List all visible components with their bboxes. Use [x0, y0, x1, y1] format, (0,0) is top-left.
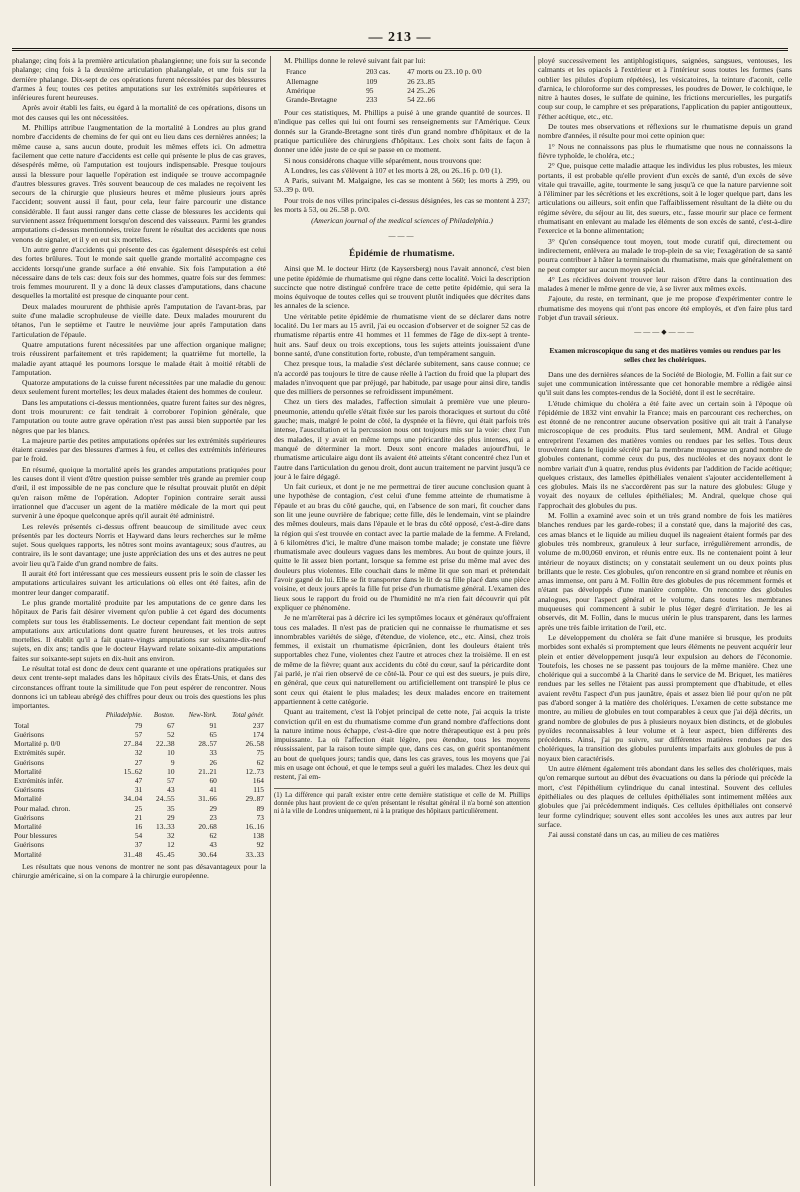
header-rule — [12, 48, 788, 51]
table-cell: 10 — [167, 766, 175, 776]
table-cell: 32 — [167, 831, 175, 841]
table-header: New-York. — [188, 712, 217, 720]
paragraph: Un autre genre d'accidents qui présente des cas également désespérés est celui des fortes brûlures. Tout le monde sait quelle grande mortalité accompagne ces accidents lorsqu'une grande surface a été envahie. Six fois l'amputation a été nécessaire dans de tels cas: deux fois sur des hommes, quatre fois sur des femmes: trois femmes moururent. Il y a donc là deux classes d'amputations, dans chacune desquelles la mortalité est presque de cinquante pour cent. — [12, 244, 266, 301]
paragraph: J'ajoute, du reste, en terminant, que je me propose d'expérimenter contre le rhumatisme des moyens qui n'ont pas encore été employés, et d'en faire plus tard l'objet d'un travail sérieux. — [538, 294, 792, 323]
country-deaths: 47 morts ou 23..10 p. 0/0 — [407, 67, 482, 77]
row-label: Pour malad. chron. — [14, 803, 71, 813]
country-cases: 203 cas. — [366, 67, 391, 77]
col1-body — [12, 56, 266, 710]
paragraph: 3° Qu'en conséquence tout moyen, tout mode curatif qui, directement ou indirectement, enlèvera au malade le trop-plein de sa vie; l'exagération de sa santé pourra contribuer à hâter la terminaison du rhumatisme, mais que généralement on ne peut compter sur aucun moyen spécial. — [538, 236, 792, 274]
statistics-table — [12, 711, 266, 858]
country-name: France — [286, 67, 307, 77]
table-cell: 12..73 — [245, 766, 264, 776]
table-cell: 12 — [167, 840, 175, 850]
table-cell: 138 — [252, 831, 264, 841]
table-cell: 237 — [252, 720, 264, 730]
paragraph: Chez presque tous, la maladie s'est déclarée subitement, sans cause connue; ce n'a accordé pas toujours le titre de cause réelle à l'action du froid que la plupart des malades n'invoquent que par préjugé, par habitude, par usage pour ainsi dire, tandis que des milliers de personnes se refroidissent impunément. — [274, 359, 530, 397]
table-cell: 9 — [170, 757, 175, 767]
paragraph: Une véritable petite épidémie de rhumatisme vient de se déclarer dans notre localité. Du 1er mars au 15 avril, j'ai eu occasion d'observer et de soigner 52 cas de rhumatisme répartis entre 41 hommes et 11 femmes de l'âge de dix-sept à trente-huit ans. Sauf deux ou trois exceptions, tous les sujets atteints jouissaient d'une bonne santé, d'une constitution forte, robuste, d'un tempérament sanguin. — [274, 311, 530, 358]
table-cell: 27 — [134, 757, 143, 767]
row-label: Mortalité — [14, 766, 42, 776]
table-row — [12, 840, 266, 849]
paragraph: Si nous considérons chaque ville séparément, nous trouvons que: — [284, 155, 482, 165]
row-label: Guérisons — [14, 785, 44, 795]
table-cell: 91 — [209, 720, 217, 730]
section-heading: Épidémie de rhumatisme. — [349, 247, 455, 258]
table-cell: 16 — [134, 821, 143, 831]
table-row — [12, 804, 266, 813]
table-cell: 26 — [209, 757, 217, 767]
table-cell: 33..33 — [245, 849, 264, 859]
country-name: Allemagne — [286, 76, 319, 86]
paragraph: M. Follin a examiné avec soin et un très grand nombre de fois les matières blanches rendues par les garde-robes; il a constaté que, dans la majorité des cas, ces amas blancs et le liquide au milieu duquel ils nageaient étaient formés par des globules très nombreux, granuleux à leur surface, irrégulièrement arrondis, de volume de m.00,060 environ, et réunis entre eux. Ils ne contenaient point à leur intérieur de noyaux distincts; on y constatait seulement un ou deux points plus brillants que le reste. Ces globules, qu'on rencontre en si grand nombre et réunis en amas immense, ont paru à M. Follin être des globules de pus récemment formés et n'étant pas développés d'une manière complète. On rencontre des globules analogues, pour l'aspect général et le volume, dans toutes les membranes muqueuses qui commencent à subir le plus léger degré d'irritation. Je les ai observés, dit M. Follin, dans le mucus utérin le plus transparent, dans les larmes après une très faible irritation de l'œil, etc. — [538, 511, 792, 632]
section-separator: ——— — [388, 231, 416, 240]
row-label: Extrémités infér. — [14, 775, 64, 785]
paragraph: phalange; cinq fois à la première articulation phalangienne; une fois sur la seconde phalange; cinq fois à la deuxième articulation phalangéale, et une fois sur la dernière phalange. Dix-sept de ces opérations furent nécessitées par des blessures d'armes à feu; toutes ces petites amputations sur les extrémités supérieures et inférieures furent heureuses. — [12, 56, 266, 103]
paragraph: M. Phillips attribue l'augmentation de la mortalité à Londres au plus grand nombre d'accidents de chemins de fer qui ont eu lieu dans ces dernières années; la même cause a, sans aucun doute, produit les mêmes effets ici. On admettra facilement que cette nature d'accidents est celle qui présente le plus de cas graves, désespérés même, où l'amputation est toujours indispensable. Presque toujours aussi la blessure pour laquelle l'opération est indiquée se trouve accompagnée d'autres blessures graves. Très souvent beaucoup de ces malades ne reçoivent les secours de la chirurgie que plusieurs heures et même plusieurs jours après l'accident; souvent aussi il faut, pour cela, leur faire parcourir une distance considérable. Il faut aussi ranger dans cette classe de blessures les accidents qui surviennent assez fréquemment lorsqu'on descend des vaisseaux. Parmi les grandes amputations ci-dessus mentionnées, treize furent le résultat des accidents que nous venons de signaler, et il y en eut six mortelles. — [12, 123, 266, 244]
paragraph: Il aurait été fort intéressant que ces messieurs eussent pris le soin de classer les amputations articulaires suivant les articulations où elles ont été faites, afin de montrer leur danger comparatif. — [12, 569, 266, 597]
table-row — [12, 767, 266, 776]
column-divider — [534, 56, 535, 1186]
source-citation: (American journal of the medical sciences of Philadelphia.) — [311, 216, 493, 226]
table-cell: 35 — [167, 803, 175, 813]
paragraph: 4° Les récidives doivent trouver leur raison d'être dans la continuation des malades à mener le même genre de vie, à se livrer aux mêmes excès. — [538, 274, 792, 294]
table-cell: 37 — [134, 840, 143, 850]
table-cell: 13..33 — [156, 821, 175, 831]
paragraph: Chez un tiers des malades, l'affection simulait à première vue une pleuro-pneumonie, attendu qu'elle s'était fixée sur les parois thoraciques et surtout du côté gauche; mais, malgré le point de côté, la dyspnée et la fièvre, qui était parfois très intense, l'auscultation et la percussion nous ont toujours mis sur la voie: chez l'un des malades, il y avait en même temps une péricardite des plus intenses, qui a manqué de déterminer la mort. Deux sont encore malades aujourd'hui, le rhumatisme articulaire aigu dont ils avaient été atteints s'étant concentré chez l'un et l'autre dans l'articulation du genou droit, dont aucun traitement ne parvint jusqu'à ce jour à le faire dégagé. — [274, 397, 530, 481]
table-cell: 34..04 — [123, 794, 143, 804]
table-row — [12, 822, 266, 831]
table-row — [12, 739, 266, 748]
table-row — [12, 748, 266, 757]
country-row — [284, 95, 520, 104]
paragraph: Quant au traitement, c'est là l'objet principal de cette note, j'ai acquis la triste conviction qu'il en est du rhumatisme comme d'un grand nombre d'affections dont la nature intime nous échappe, c'est-à-dire que notre thérapeutique est à peu près impuissante. La où l'affection était légère, peu étendue, tous les moyens réussissaient, par la raison toute simple que, dans ces cas, on guérit spontanément au bout de quelques jours; tandis que, dans les cas graves, tous les moyens que j'ai mis en usage ont échoué, et que le temps seul a guéri les malades. Chez les deux qui restent, j'ai em- — [274, 707, 530, 782]
table-header: Total génér. — [232, 712, 264, 720]
table-cell: 21 — [134, 812, 143, 822]
table-cell: 22..38 — [156, 739, 175, 749]
table-cell: 45..45 — [156, 849, 175, 859]
row-label: Mortalité — [14, 849, 42, 859]
table-row — [12, 831, 266, 840]
table-row — [12, 721, 266, 730]
table-cell: 47 — [134, 775, 143, 785]
table-cell: 29 — [167, 812, 175, 822]
table-header-blank — [12, 711, 91, 720]
country-name: Amérique — [286, 85, 316, 95]
table-cell: 26..58 — [245, 739, 264, 749]
paragraph: Le plus grande mortalité produite par les amputations de ce genre dans les hôpitaux de Paris fait désirer vivement qu'on publie à cet égard des documents complets sur tous les établissements. Le docteur cependant fait mention de sept amputations aux articulations dont quatre furent heureuses, et les trois autres mortelles. Il établit qu'il a fait quatre-vingts amputations sur soixante-dix-neuf sujets, en dix ans; tandis que le docteur Hayward relate soixante-dix amputations faites sur soixante-sept sujets en dix-huit ans environ. — [12, 597, 266, 663]
row-label: Total — [14, 720, 30, 730]
paragraph: Les relevés présentés ci-dessus offrent beaucoup de similitude avec ceux présentés par les docteurs Norris et Hayward dans leurs recherches sur le même sujet. Sous quelques rapports, les nôtres sont moins avantageux; sous d'autres, au contraire, ils le sont davantage; une juste appréciation des uns et des autres ne peut avoir lieu qu'à l'aide d'un grand nombre de faits. — [12, 521, 266, 568]
table-cell: 20..68 — [198, 821, 217, 831]
table-cell: 32 — [134, 748, 143, 758]
table-row — [12, 730, 266, 739]
table-row — [12, 785, 266, 794]
country-row — [284, 67, 520, 76]
paragraph: A Paris, suivant M. Malgaigne, les cas se montent à 560; les morts à 299, ou 53..39 p. 0/0. — [274, 176, 530, 195]
table-cell: 62 — [256, 757, 264, 767]
row-label: Pour blessures — [14, 831, 57, 841]
paragraph: Pour ces statistiques, M. Phillips a puisé à une grande quantité de sources. Il n'indique pas celles qui lui ont fourni ses renseignements sur l'Amérique. Ceux donnés sur la Grande-Bretagne sont tirés d'un grand nombre d'hôpitaux et de la pratique particulière des chirurgiens d'hôpitaux. Les choix sont faits de façon à donner une idée juste de ce qui se passe en ce moment. — [274, 108, 530, 155]
paragraph: 2° Que, puisque cette maladie attaque les individus les plus robustes, les mieux portants, il est probable qu'elle provient d'un excès de santé, d'un excès de sève vitale qui travaille, agite, tourmente le sang jusqu'à ce que la nature parvienne soit à l'éliminer par les sécrétions et les excrétions, soit à le loger quelque part, dans les articulations ou ailleurs, soit enfin que l'affaiblissement résultant de la diète ou du régime sévère, du séjour au lit, des sueurs, etc., fasse mourir sur place ce ferment rhumatisant en enlevant au malade les éléments de son excès de santé, c'est-à-dire l'exercice et la bonne alimentation; — [538, 161, 792, 236]
table-cell: 79 — [134, 720, 143, 730]
row-label: Extrémités supér. — [14, 748, 66, 758]
table-cell: 43 — [167, 785, 175, 795]
paragraph: L'étude chimique du choléra a été faite avec un certain soin à l'époque où l'épidémie de 1832 vint envahir la France; mais en parcourant ces recherches, on est étonné de ne rencontrer aucune observation positive qui ait trait à l'analyse microscopique de ces produits. Plus tard seulement, MM. Andral et Gluge entreprirent l'examen des matières vomies ou rendues par les selles. Tous deux trouvèrent dans le liquide sécrété par la membrane muqueuse un grand nombre de globules contenant, comme ceux du pus, des nucléoles et des noyaux dont le nombre variait d'un à quatre, rendus plus évidents par l'addition de l'acide acétique; quelques cristaux, des lamelles épithéliales venaient s'ajouter accidentellement à ces globules. Mais ils ne s'accordèrent pas sur la nature des globules: Gluge y voyait des noyaux de cellules épithéliales; M. Andral, quelque chose qui l'approchait des globules du pus. — [538, 398, 792, 510]
table-cell: 54 — [134, 831, 143, 841]
table-cell: 29..87 — [245, 794, 264, 804]
country-cases: 233 — [366, 94, 378, 104]
paragraph: M. Phillips donne le relevé suivant fait par lui: — [284, 56, 426, 65]
table-cell: 41 — [209, 785, 217, 795]
paragraph: Je ne m'arrêterai pas à décrire ici les symptômes locaux et généraux qu'offraient tous ces malades. Il n'est pas de praticien qui ne connaisse le rhumatisme et ses innombrables variétés de siège, d'étendue, de violence, etc., etc. Ainsi, chez trois femmes, il existait un rhumatisme épicrânien, dont les douleurs étaient très supportables chez l'une, violentes chez l'autre et atroces chez la troisième. Il en est de même de la fièvre; quant aux accidents du côté du cœur, sauf la péricardite dont j'ai parlé, je n'ai rien observé de ce côté-là. Pour ce qui est des sueurs, je puis dire, en général, que ceux qui naturellement ou artificiellement ont transpiré le plus ce sont ceux qui étaient le plus malades; les deux malades encore en traitement appartiennent à cette catégorie. — [274, 613, 530, 706]
table-cell: 65 — [209, 729, 217, 739]
country-name: Grande-Bretagne — [286, 94, 337, 104]
paragraph: De toutes mes observations et réflexions sur le rhumatisme depuis un grand nombre d'années, il résulte pour moi cette opinion que: — [538, 122, 792, 141]
table-cell: 52 — [167, 729, 175, 739]
country-cases: 95 — [366, 85, 374, 95]
country-row — [284, 86, 520, 95]
table-cell: 89 — [256, 803, 264, 813]
row-label: Guérisons — [14, 840, 44, 850]
paragraph: Un autre élément également très abondant dans les selles des cholériques, mais qu'on remarque surtout au début des évacuations ou dans la période qui précède la mort, c'est l'épithélium cylindrique du canal intestinal. Souvent des cellules épithéliales ou des plaques de cellules épithéliales sont intimement mêlées aux globules que j'ai précédemment indiqués. Ces cellules épithéliales ont conservé leur forme cylindrique; souvent elles sont accolées les unes aux autres par leur surface. — [538, 764, 792, 829]
table-row — [12, 776, 266, 785]
table-cell: 16..16 — [245, 821, 264, 831]
table-cell: 43 — [209, 840, 217, 850]
paragraph: 1° Nous ne connaissons pas plus le rhumatisme que nous ne connaissons la fièvre typhoïde, le choléra, etc.; — [538, 141, 792, 160]
footnote: (1) La différence qui paraît exister entre cette dernière statistique et celle de M. Phillips donnée plus haut provient de ce qu'en présentant le résultat général il n'a borné son attention ni à la ville de Londres uniquement, ni à la pratique des hôpitaux particulièrement. — [274, 788, 530, 817]
table-cell: 31 — [134, 785, 143, 795]
paragraph: Dans une des dernières séances de la Société de Biologie, M. Follin a fait sur ce sujet une communication intéressante que cet honorable membre a rédigée ainsi qu'il suit dans les comptes-rendus de la Société, dont il est le secrétaire. — [538, 369, 792, 398]
country-deaths: 54 22..66 — [407, 94, 435, 104]
table-cell: 73 — [256, 812, 264, 822]
table-cell: 75 — [256, 748, 264, 758]
country-table — [284, 67, 520, 104]
table-cell: 24..55 — [156, 794, 175, 804]
table-cell: 174 — [252, 729, 264, 739]
section-separator: ———◆——— — [634, 328, 696, 337]
column-right — [538, 56, 792, 1186]
paragraph: Pour trois de nos villes principales ci-dessus désignées, les cas se montent à 237; les morts à 53, ou 26..58 p. 0/0. — [274, 195, 530, 215]
table-row — [12, 813, 266, 822]
table-cell: 30..64 — [198, 849, 217, 859]
column-middle — [274, 56, 530, 1186]
paragraph: ployé successivement les antiphlogistiques, saignées, sangsues, ventouses, les calmants et les opiacés à l'extérieur et à l'intérieur sous toutes les formes (sans oublier les pilules d'opium répétées), les vésicatoires, la teinture d'aconit, celle d'arnica, le chloroforme sur des compresses, les poudres de Dower, le colchique, le nitre à hautes doses, le sulfate de quinine, les frictions mercurielles, les purgatifs coup sur coup, le camphre et ses préparations, l'application du papier antigoutteux, l'éther acétique, etc., etc. — [538, 56, 792, 121]
table-cell: 28..57 — [198, 739, 217, 749]
table-header-row — [12, 711, 266, 720]
country-row — [284, 77, 520, 86]
table-cell: 57 — [134, 729, 143, 739]
row-label: Mortalité — [14, 794, 42, 804]
table-cell: 115 — [253, 785, 264, 795]
row-label: Mortalité — [14, 821, 42, 831]
table-cell: 27..84 — [123, 739, 143, 749]
country-table-body — [284, 67, 520, 104]
page-number: — 213 — — [368, 30, 432, 45]
table-cell: 25 — [134, 803, 143, 813]
table-cell: 15..62 — [123, 766, 143, 776]
column-left — [12, 56, 266, 1186]
column-divider — [270, 56, 271, 1186]
paragraph: Dans les amputations ci-dessus mentionnées, quatre furent faites sur des nègres, dont trois moururent: ce fait tendrait à corroborer l'opinion générale, que l'amputation ou toute autre grave opération n'est pas aussi bien supportée par les nègres que par les blancs. — [12, 397, 266, 435]
row-label: Guérisons — [14, 729, 44, 739]
table-cell: 62 — [209, 831, 217, 841]
closing-paragraph: Les résultats que nous venons de montrer ne sont pas désavantageux pour la chirurgie américaine, si on la compare à la chirurgie européenne. — [12, 861, 266, 881]
table-cell: 60 — [209, 775, 217, 785]
paragraph: A Londres, les cas s'élèvent à 107 et les morts à 28, ou 26..16 p. 0/0 (1). — [284, 165, 503, 175]
table-cell: 31..48 — [123, 849, 143, 859]
paragraph: La majeure partie des petites amputations opérées sur les extrémités supérieures étaient causées par des blessures d'armes à feu, et celles des extrémités inférieures par le froid. — [12, 435, 266, 464]
paragraph: Le développement du choléra se fait d'une manière si brusque, les produits morbides sont exhalés si promptement que leurs éléments ne peuvent acquérir leur plein et entier développement jusqu'à leur expulsion au dehors de l'économie. Toutefois, les choses ne se passent pas toujours de la même manière. Chez une cholérique qui a succombé à la Charité dans le service de M. Briquet, les matières rendues par les selles ne l'étaient pas aussi promptement que d'habitude, et elles avaient revêtu l'aspect d'un pus jaunâtre, épais et assez bien lié pour qu'on ne pût pas d'abord songer à la matière des cholériques. L'examen de cette substance me montre, au milieu de globules en tout comparables à ceux que j'ai déjà décrits, un grand nombre de globules de pus à plusieurs noyaux bien distincts, et de globules pyoïdes reconnaissables à leur volume et à leur aspect, bien différents des précédents. Ainsi, j'ai pu suivre, sur différentes matières rendues par des cholériques, la transition des globules purulents imparfaits aux globules de pus à noyaux bien caractérisés. — [538, 632, 792, 763]
row-label: Guérisons — [14, 757, 44, 767]
table-cell: 21..21 — [198, 766, 217, 776]
country-cases: 109 — [366, 76, 378, 86]
table-cell: 33 — [209, 748, 217, 758]
paragraph: Quatorze amputations de la cuisse furent nécessitées par une maladie du genou: deux seulement furent mortelles; les deux malades étaient des hommes de couleur. — [12, 378, 266, 397]
paragraph: Ainsi que M. le docteur Hirtz (de Kaysersberg) nous l'avait annoncé, c'est bien une petite épidémie de rhumatisme qui règne dans cette localité. Voici la description succincte que notre distingué confrère trace de cette petite épidémie, qui sera la moins équivoque de toutes celles qui se trouvent plutôt indiquées que décrites dans les annales de la science. — [274, 264, 530, 311]
paragraph: Quatre amputations furent nécessitées par une affection organique maligne; trois réussirent parfaitement et très rapidement; la quatrième fut mortelle, la maladie ayant attaqué les poumons lorsque le malade était à moitié rétabli de l'amputation. — [12, 339, 266, 377]
table-cell: 92 — [256, 840, 264, 850]
table-cell: 23 — [209, 812, 217, 822]
table-cell: 164 — [252, 775, 264, 785]
row-label: Mortalité p. 0/0 — [14, 739, 61, 749]
table-body — [12, 721, 266, 859]
paragraph: Un fait curieux, et dont je ne me permettrai de tirer aucune conclusion quant à une hypothèse de contagion, c'est celui d'une femme atteinte de rhumatisme à l'épaule et au bras du côté gauche, qui, en l'absence de son mari, fit coucher dans son lit une jeune ouvrière de fabrique; cette fille, dès le lendemain, vint se plaindre des mêmes douleurs, mais dans l'épaule et le bras du côté opposé, c'est-à-dire dans la région qui s'est trouvée en contact avec la partie malade de la femme. A Freland, à 6 kilomètres d'ici, le maître d'une maison tombe malade; je constate une fièvre rhumatismale avec douleurs vagues dans les membres. Au bout de quinze jours, il quitte le lit assez bien portant, lorsque sa femme est prise du même mal avec des douleurs plus violentes. Elle couchait dans le même lit que son mari et prétendait l'avoir gagné de lui. Elle se fit transporter dans le lit de sa fille placé dans une pièce voisine, et deux jours après la fille fut prise d'un rhumatisme général. L'examen des lieux sous le rapport du froid ou de l'humidité ne m'a rien fait découvrir qui pût expliquer ce phénomène. — [274, 482, 530, 612]
table-cell: 10 — [167, 748, 175, 758]
table-header: Philadelphie. — [105, 712, 143, 720]
section-subheading: Examen microscopique du sang et des matières vomies ou rendues par les selles chez les cholériques. — [549, 345, 781, 364]
table-cell: 31..66 — [198, 794, 217, 804]
table-cell: 29 — [209, 803, 217, 813]
paragraph: Deux malades moururent de phthisie après l'amputation de l'avant-bras, par suite d'une maladie scrophuleuse de vieille date. Deux malades moururent du tétanos, l'un le septième et l'autre le neuvième jour après l'amputation dans l'articulation de l'épaule. — [12, 301, 266, 339]
country-deaths: 26 23..85 — [407, 76, 435, 86]
paragraph: En résumé, quoique la mortalité après les grandes amputations pratiquées pour les causes dont il vient d'être question puisse sembler très grande au premier coup d'œil, il est impossible de ne pas conclure que le résultat prouvait plutôt en dépit qu'en raison même de l'opération. Adopter l'opinion contraire serait aussi irrationnel que d'accuser un agent de la matière médicale de la mort qui peut survenir à une époque quelconque après qu'il aurait été administré. — [12, 464, 266, 521]
table-cell: 57 — [167, 775, 175, 785]
paragraph: Après avoir établi les faits, eu égard à la mortalité de ces opérations, disons un mot des causes qui les ont nécessitées. — [12, 103, 266, 122]
paragraph: J'ai aussi constaté dans un cas, au milieu de ces matières — [548, 830, 720, 840]
table-row — [12, 758, 266, 767]
country-deaths: 24 25..26 — [407, 85, 435, 95]
table-header: Boston. — [153, 712, 175, 720]
paragraph: Le résultat total est donc de deux cent quarante et une opérations pratiquées sur deux cent trente-sept malades dans les hôpitaux civils des États-Unis, et dans des circonstances offrant toute la similitude que l'on peut espérer de rencontrer. Nous donnons ici un tableau abrégé des chiffres pour deux ou trois des questions les plus importantes. — [12, 664, 266, 711]
table-row — [12, 794, 266, 803]
row-label: Guérisons — [14, 812, 44, 822]
table-row — [12, 850, 266, 859]
table-cell: 67 — [167, 720, 175, 730]
